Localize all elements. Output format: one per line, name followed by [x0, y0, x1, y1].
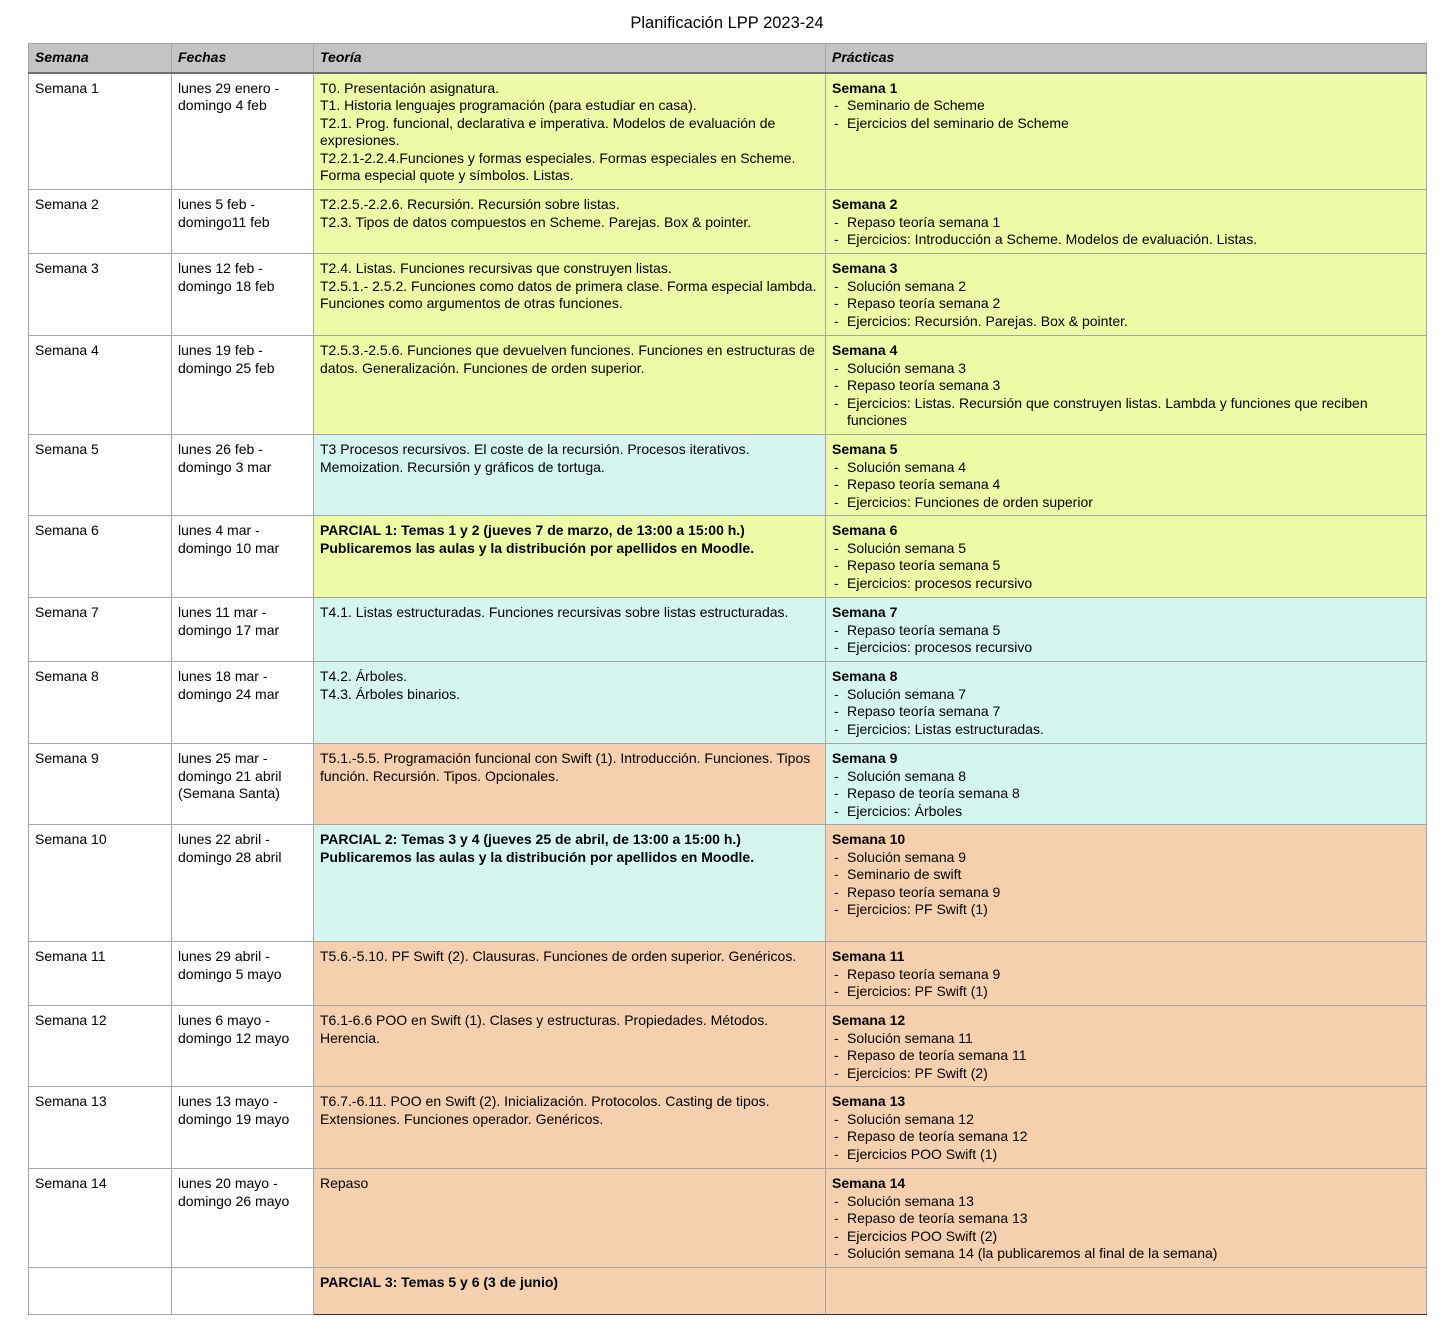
theory-cell	[314, 1087, 826, 1169]
date-line: domingo 5 mayo	[178, 965, 282, 982]
practice-item: - Repaso de teoría semana 13	[832, 1210, 1420, 1228]
week-cell: Semana 5	[29, 435, 172, 516]
date-line: lunes 18 mar -	[178, 668, 268, 684]
date-line: domingo 28 abril	[178, 848, 282, 865]
theory-line: T2.2.5.-2.2.6. Recursión. Recursión sobre listas.	[320, 196, 620, 212]
date-line: domingo11 feb	[178, 213, 270, 230]
date-line: domingo 17 mar	[178, 621, 280, 638]
schedule-row	[29, 1169, 1427, 1268]
date-line: domingo 25 feb	[178, 359, 275, 376]
theory-line: T6.7.-6.11. POO en Swift (2). Inicialización. Protocolos. Casting de tipos. Extensiones. Funciones operador. Genéricos.	[320, 1093, 770, 1127]
header-fechas: Fechas	[172, 44, 314, 73]
practice-cell	[826, 662, 1427, 744]
practice-item: - Solución semana 4	[832, 459, 1420, 477]
practice-cell	[826, 1268, 1427, 1315]
dates-cell	[172, 1268, 314, 1315]
date-line: lunes 22 abril -	[178, 831, 270, 847]
practice-list	[832, 849, 1420, 919]
week-cell: Semana 1	[29, 73, 172, 190]
practice-cell	[826, 1006, 1427, 1087]
week-cell: Semana 3	[29, 254, 172, 336]
week-cell: Semana 6	[29, 516, 172, 598]
date-line: domingo 19 mayo	[178, 1110, 290, 1127]
date-line: lunes 11 mar -	[178, 604, 267, 620]
theory-line: T6.1-6.6 POO en Swift (1). Clases y estructuras. Propiedades. Métodos. Herencia.	[320, 1012, 769, 1046]
date-line: lunes 26 feb -	[178, 441, 263, 457]
header-practicas: Prácticas	[826, 44, 1427, 73]
date-line: lunes 4 mar -	[178, 522, 260, 538]
practice-week-title: Semana 2	[832, 196, 898, 212]
dates-cell	[172, 1006, 314, 1087]
dates-cell	[172, 435, 314, 516]
practice-item: - Ejercicios: procesos recursivo	[832, 575, 1420, 593]
practice-item: - Solución semana 2	[832, 278, 1420, 296]
week-cell: Semana 14	[29, 1169, 172, 1268]
dates-cell	[172, 598, 314, 662]
practice-cell	[826, 942, 1427, 1006]
practice-item: - Solución semana 8	[832, 768, 1420, 786]
schedule-row	[29, 825, 1427, 942]
theory-line: T0. Presentación asignatura.	[320, 79, 499, 96]
header-semana: Semana	[29, 44, 172, 73]
practice-item: - Repaso de teoría semana 8	[832, 785, 1420, 803]
practice-week-title: Semana 5	[832, 441, 898, 457]
dates-cell	[172, 942, 314, 1006]
practice-list	[832, 1030, 1420, 1083]
theory-line: Publicaremos las aulas y la distribución por apellidos en Moodle.	[320, 539, 755, 556]
practice-week-title: Semana 4	[832, 342, 898, 358]
theory-cell	[314, 942, 826, 1006]
practice-cell	[826, 1087, 1427, 1169]
theory-line: PARCIAL 3: Temas 5 y 6 (3 de junio)	[320, 1274, 559, 1290]
dates-cell	[172, 662, 314, 744]
theory-line: T4.3. Árboles binarios.	[320, 685, 461, 702]
date-line: lunes 13 mayo -	[178, 1093, 278, 1109]
practice-cell	[826, 336, 1427, 435]
practice-item: - Ejercicios: procesos recursivo	[832, 639, 1420, 657]
practice-item: - Repaso teoría semana 3	[832, 377, 1420, 395]
date-line: lunes 25 mar -	[178, 750, 268, 766]
practice-list	[832, 1193, 1420, 1263]
practice-cell	[826, 825, 1427, 942]
practice-week-title: Semana 3	[832, 260, 898, 276]
practice-week-title: Semana 13	[832, 1093, 906, 1109]
schedule-row	[29, 942, 1427, 1006]
week-cell: Semana 11	[29, 942, 172, 1006]
practice-item: - Solución semana 12	[832, 1111, 1420, 1129]
practice-item: - Ejercicios: Funciones de orden superior	[832, 494, 1420, 512]
theory-line: T2.5.1.- 2.5.2. Funciones como datos de primera clase. Forma especial lambda. Funciones como argumentos de otras funciones.	[320, 277, 817, 312]
schedule-row	[29, 1006, 1427, 1087]
practice-list	[832, 97, 1420, 132]
week-cell: Semana 13	[29, 1087, 172, 1169]
date-line: lunes 5 feb -	[178, 196, 256, 212]
practice-item: - Seminario de Scheme	[832, 97, 1420, 115]
practice-cell	[826, 190, 1427, 254]
practice-item: - Repaso de teoría semana 11	[832, 1047, 1420, 1065]
week-cell: Semana 7	[29, 598, 172, 662]
practice-cell	[826, 1169, 1427, 1268]
header-teoria: Teoría	[314, 44, 826, 73]
date-line: domingo 18 feb	[178, 277, 275, 294]
practice-week-title: Semana 14	[832, 1175, 906, 1191]
date-line: domingo 12 mayo	[178, 1029, 290, 1046]
theory-cell	[314, 336, 826, 435]
theory-cell	[314, 744, 826, 825]
theory-line: T2.1. Prog. funcional, declarativa e imperativa. Modelos de evaluación de expresiones.	[320, 114, 776, 149]
theory-line: Publicaremos las aulas y la distribución por apellidos en Moodle.	[320, 848, 755, 865]
practice-list	[832, 1111, 1420, 1164]
practice-item: - Ejercicios POO Swift (1)	[832, 1146, 1420, 1164]
theory-cell	[314, 190, 826, 254]
practice-item: - Repaso teoría semana 5	[832, 557, 1420, 575]
practice-week-title: Semana 11	[832, 948, 905, 964]
practice-list	[832, 966, 1420, 1001]
practice-item: - Repaso teoría semana 5	[832, 622, 1420, 640]
theory-cell	[314, 73, 826, 190]
practice-item: - Ejercicios: Listas. Recursión que construyen listas. Lambda y funciones que reciben funciones	[832, 395, 1420, 430]
theory-cell	[314, 825, 826, 942]
schedule-row	[29, 190, 1427, 254]
practice-item: - Repaso teoría semana 9	[832, 884, 1420, 902]
theory-line: PARCIAL 2: Temas 3 y 4 (jueves 25 de abril, de 13:00 a 15:00 h.)	[320, 831, 741, 847]
practice-cell	[826, 254, 1427, 336]
practice-item: - Solución semana 5	[832, 540, 1420, 558]
practice-cell	[826, 598, 1427, 662]
theory-cell	[314, 516, 826, 598]
practice-cell	[826, 744, 1427, 825]
dates-cell	[172, 336, 314, 435]
practice-item: - Ejercicios POO Swift (2)	[832, 1228, 1420, 1246]
practice-list	[832, 459, 1420, 512]
schedule-row	[29, 73, 1427, 190]
theory-cell	[314, 254, 826, 336]
date-line: (Semana Santa)	[178, 785, 280, 802]
week-cell: Semana 2	[29, 190, 172, 254]
practice-week-title: Semana 9	[832, 750, 898, 766]
week-cell: Semana 8	[29, 662, 172, 744]
practice-cell	[826, 73, 1427, 190]
week-cell: Semana 9	[29, 744, 172, 825]
theory-line: T2.5.3.-2.5.6. Funciones que devuelven funciones. Funciones en estructuras de datos. Generalización. Funciones de orden superior.	[320, 342, 815, 376]
date-line: lunes 20 mayo -	[178, 1175, 278, 1191]
practice-item: - Solución semana 9	[832, 849, 1420, 867]
theory-line: Repaso	[320, 1175, 369, 1191]
date-line: lunes 6 mayo -	[178, 1012, 270, 1028]
practice-week-title: Semana 8	[832, 668, 898, 684]
date-line: domingo 4 feb	[178, 97, 267, 114]
schedule-row	[29, 598, 1427, 662]
theory-cell	[314, 598, 826, 662]
practice-week-title: Semana 7	[832, 604, 898, 620]
schedule-row	[29, 254, 1427, 336]
dates-cell	[172, 1169, 314, 1268]
schedule-table	[28, 43, 1427, 1315]
date-line: lunes 29 abril -	[178, 948, 270, 964]
practice-item: - Repaso de teoría semana 12	[832, 1128, 1420, 1146]
practice-item: - Repaso teoría semana 4	[832, 476, 1420, 494]
dates-cell	[172, 516, 314, 598]
practice-item: - Repaso teoría semana 9	[832, 966, 1420, 984]
theory-line: T1. Historia lenguajes programación (para estudiar en casa).	[320, 97, 697, 114]
practice-item: - Seminario de swift	[832, 866, 1420, 884]
practice-item: - Solución semana 14 (la publicaremos al final de la semana)	[832, 1245, 1420, 1263]
theory-line: T2.3. Tipos de datos compuestos en Scheme. Parejas. Box & pointer.	[320, 213, 752, 230]
practice-list	[832, 278, 1420, 331]
practice-item: - Solución semana 13	[832, 1193, 1420, 1211]
practice-item: - Repaso teoría semana 1	[832, 214, 1420, 232]
schedule-row	[29, 662, 1427, 744]
schedule-body	[29, 73, 1427, 1315]
date-line: domingo 3 mar	[178, 458, 272, 475]
date-line: lunes 29 enero -	[178, 79, 280, 96]
practice-list	[832, 540, 1420, 593]
theory-line: T5.1.-5.5. Programación funcional con Swift (1). Introducción. Funciones. Tipos función. Recursión. Tipos. Opcionales.	[320, 750, 811, 784]
theory-line: T4.1. Listas estructuradas. Funciones recursivas sobre listas estructuradas.	[320, 604, 789, 620]
week-cell: Semana 12	[29, 1006, 172, 1087]
practice-item: - Ejercicios: PF Swift (2)	[832, 1065, 1420, 1083]
theory-line: T2.4. Listas. Funciones recursivas que construyen listas.	[320, 260, 672, 276]
practice-item: - Ejercicios: PF Swift (1)	[832, 901, 1420, 919]
theory-cell	[314, 1169, 826, 1268]
practice-item: - Ejercicios: Árboles	[832, 803, 1420, 821]
practice-item: - Ejercicios: Recursión. Parejas. Box & pointer.	[832, 313, 1420, 331]
theory-line: PARCIAL 1: Temas 1 y 2 (jueves 7 de marzo, de 13:00 a 15:00 h.)	[320, 522, 745, 538]
theory-line: T4.2. Árboles.	[320, 668, 408, 684]
schedule-row	[29, 516, 1427, 598]
practice-item: - Repaso teoría semana 7	[832, 703, 1420, 721]
week-cell	[29, 1268, 172, 1315]
practice-cell	[826, 435, 1427, 516]
practice-list	[832, 686, 1420, 739]
practice-item: - Ejercicios: PF Swift (1)	[832, 983, 1420, 1001]
date-line: domingo 21 abril	[178, 767, 282, 784]
practice-week-title: Semana 1	[832, 79, 898, 96]
date-line: domingo 24 mar	[178, 685, 280, 702]
date-line: domingo 26 mayo	[178, 1192, 290, 1209]
practice-item: - Ejercicios: Introducción a Scheme. Modelos de evaluación. Listas.	[832, 231, 1420, 249]
practice-item: - Solución semana 3	[832, 360, 1420, 378]
theory-cell	[314, 1006, 826, 1087]
practice-list	[832, 768, 1420, 821]
dates-cell	[172, 190, 314, 254]
dates-cell	[172, 744, 314, 825]
schedule-row	[29, 1268, 1427, 1315]
week-cell: Semana 10	[29, 825, 172, 942]
theory-line: T5.6.-5.10. PF Swift (2). Clausuras. Funciones de orden superior. Genéricos.	[320, 948, 797, 964]
theory-cell	[314, 1268, 826, 1315]
practice-item: - Ejercicios: Listas estructuradas.	[832, 721, 1420, 739]
theory-cell	[314, 662, 826, 744]
practice-item: - Solución semana 11	[832, 1030, 1420, 1048]
dates-cell	[172, 1087, 314, 1169]
theory-cell	[314, 435, 826, 516]
practice-list	[832, 622, 1420, 657]
schedule-row	[29, 744, 1427, 825]
theory-line: T2.2.1-2.2.4.Funciones y formas especiales. Formas especiales en Scheme. Forma especial quote y símbolos. Listas.	[320, 149, 796, 184]
page-title: Planificación LPP 2023-24	[630, 14, 824, 32]
practice-week-title: Semana 6	[832, 522, 898, 538]
practice-week-title: Semana 10	[832, 831, 906, 847]
header-row	[29, 44, 1427, 73]
week-cell: Semana 4	[29, 336, 172, 435]
schedule-row	[29, 1087, 1427, 1169]
theory-line: T3 Procesos recursivos. El coste de la recursión. Procesos iterativos. Memoization. Recursión y gráficos de tortuga.	[320, 441, 750, 475]
date-line: domingo 10 mar	[178, 539, 280, 556]
practice-item: - Repaso teoría semana 2	[832, 295, 1420, 313]
schedule-row	[29, 336, 1427, 435]
practice-list	[832, 360, 1420, 430]
date-line: lunes 19 feb -	[178, 342, 263, 358]
practice-item: - Solución semana 7	[832, 686, 1420, 704]
schedule-row	[29, 435, 1427, 516]
practice-cell	[826, 516, 1427, 598]
date-line: lunes 12 feb -	[178, 260, 263, 276]
practice-week-title: Semana 12	[832, 1012, 906, 1028]
practice-item: - Ejercicios del seminario de Scheme	[832, 115, 1420, 133]
dates-cell	[172, 825, 314, 942]
dates-cell	[172, 254, 314, 336]
dates-cell	[172, 73, 314, 190]
practice-list	[832, 214, 1420, 249]
